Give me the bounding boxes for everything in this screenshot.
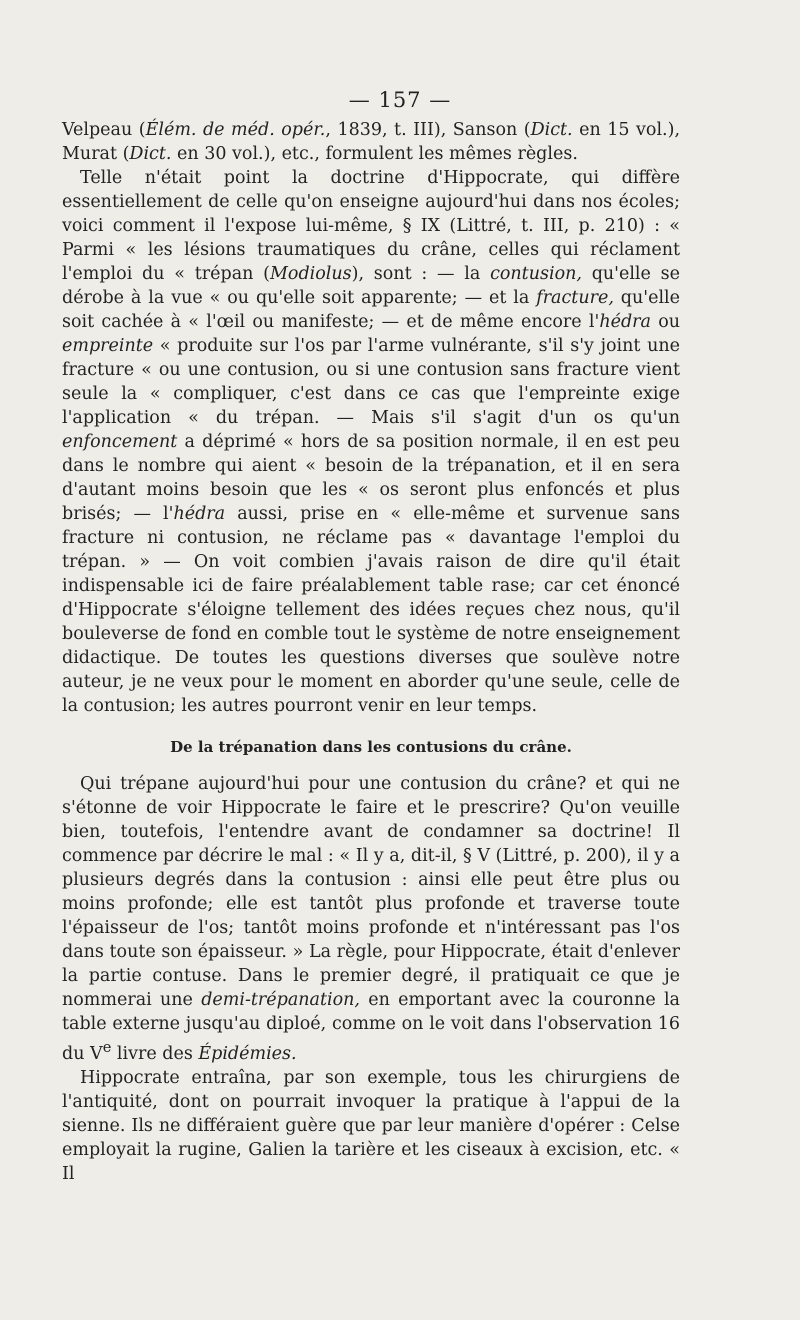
paragraph-3 [62,772,680,1066]
text-run: en emportant avec la couronne la table externe jusqu'au diploé, comme on le voit dans l'observation 16 du V [62,990,680,1064]
italic-run: Dict. [129,144,172,164]
italic-run: contusion, [490,264,582,284]
italic-run: Épidémies. [198,1043,297,1064]
italic-run: enfoncement [62,432,178,452]
text-run: qu'elle soit cachée à « l'œil ou manifeste; — et de même encore l' [62,288,680,332]
superscript: e [102,1039,112,1056]
text-run: Hippocrate entraîna, par son exemple, tous les chirurgiens de l'antiquité, dont on pourrait invoquer la pratique à l'appui de la sienne. Ils ne différaient guère que par leur manière d'opérer : Celse employait la rugine, Galien la tarière et les ciseaux à excision, etc. « Il [62,1067,680,1184]
italic-run: demi-trépanation, [201,990,360,1010]
text-run: qu'elle se dérobe à la vue « ou qu'elle soit apparente; — et la [62,264,680,308]
text-run: Qui trépane aujourd'hui pour une contusion du crâne? et qui ne s'étonne de voir Hippocrate le faire et le prescrire? Qu'on veuille bien, toutefois, l'entendre avant de condamner sa doctrine! Il commence par décrire le mal : « Il y a, dit-il, § V (Littré, p. 200), il y a plusieurs degrés dans la contusion : ainsi elle peut être plus ou moins profonde; elle est tantôt plus profonde et traverse toute l'épaisseur de l'os; tantôt moins profonde et n'intéressant pas l'os dans toute son épaisseur. » La règle, pour Hippocrate, était d'enlever la partie contuse. Dans le premier degré, il pratiquait ce que je nommerai une [62,774,680,1010]
text-run: livre des [111,1043,199,1064]
text-run: en 15 vol.), Murat ( [62,120,681,164]
section-heading: De la trépanation dans les contusions du crâne. [170,738,572,756]
text-run: , 1839, t. III), Sanson ( [325,120,531,140]
text-run: « produite sur l'os par l'arme vulnérante, s'il s'y joint une fracture « ou une contusion, ou si une contusion sans fracture vient seule la « compliquer, c'est dans ce cas que l'empreinte exige l'application « du trépan. — Mais s'il s'agit d'un os qu'un [62,336,680,428]
italic-run: hédra [173,504,226,524]
text-run: Telle n'était point la doctrine d'Hippocrate, qui diffère essentiellement de celle qu'on enseigne aujourd'hui dans nos écoles; voici comment il l'expose lui-même, § IX (Littré, t. III, p. 210) : « Parmi « les lésions traumatiques du crâne, celles qui réclament l'emploi du « trépan ( [62,168,680,284]
page-number: — 157 — [348,88,452,112]
text-run: en 30 vol.), etc., formulent les mêmes règles. [171,144,578,164]
paragraph-1 [62,118,680,166]
page-body [62,118,680,1186]
italic-run: hédra [599,312,651,332]
text-run: Velpeau ( [62,120,146,140]
paragraph-4 [62,1066,680,1186]
italic-run: fracture, [536,288,614,308]
paragraph-2 [62,166,680,718]
text-run: a déprimé « hors de sa position normale, il en est peu dans le nombre qui aient « besoin de la trépanation, et il en sera d'autant moins besoin que les « os seront plus enfoncés et plus brisés; — l' [62,432,680,524]
italic-run: Dict. [530,120,573,140]
text-run: aussi, prise en « elle-même et survenue sans fracture ni contusion, ne réclame pas « davantage l'emploi du trépan. » — On voit combien j'avais raison de dire qu'il était indispensable ici de faire préalablement table rase; car cet énoncé d'Hippocrate s'éloigne tellement des idées reçues chez nous, qu'il bouleverse de fond en comble tout le système de notre enseignement didactique. De toutes les questions diverses que soulève notre auteur, je ne veux pour le moment en aborder qu'une seule, celle de la contusion; les autres pourront venir en leur temps. [62,504,680,716]
italic-run: Modiolus [270,264,352,284]
italic-run: Élém. de méd. opér. [145,120,326,140]
text-run: ), sont : — la [351,264,491,284]
italic-run: empreinte [62,336,154,356]
text-run: ou [650,312,680,332]
